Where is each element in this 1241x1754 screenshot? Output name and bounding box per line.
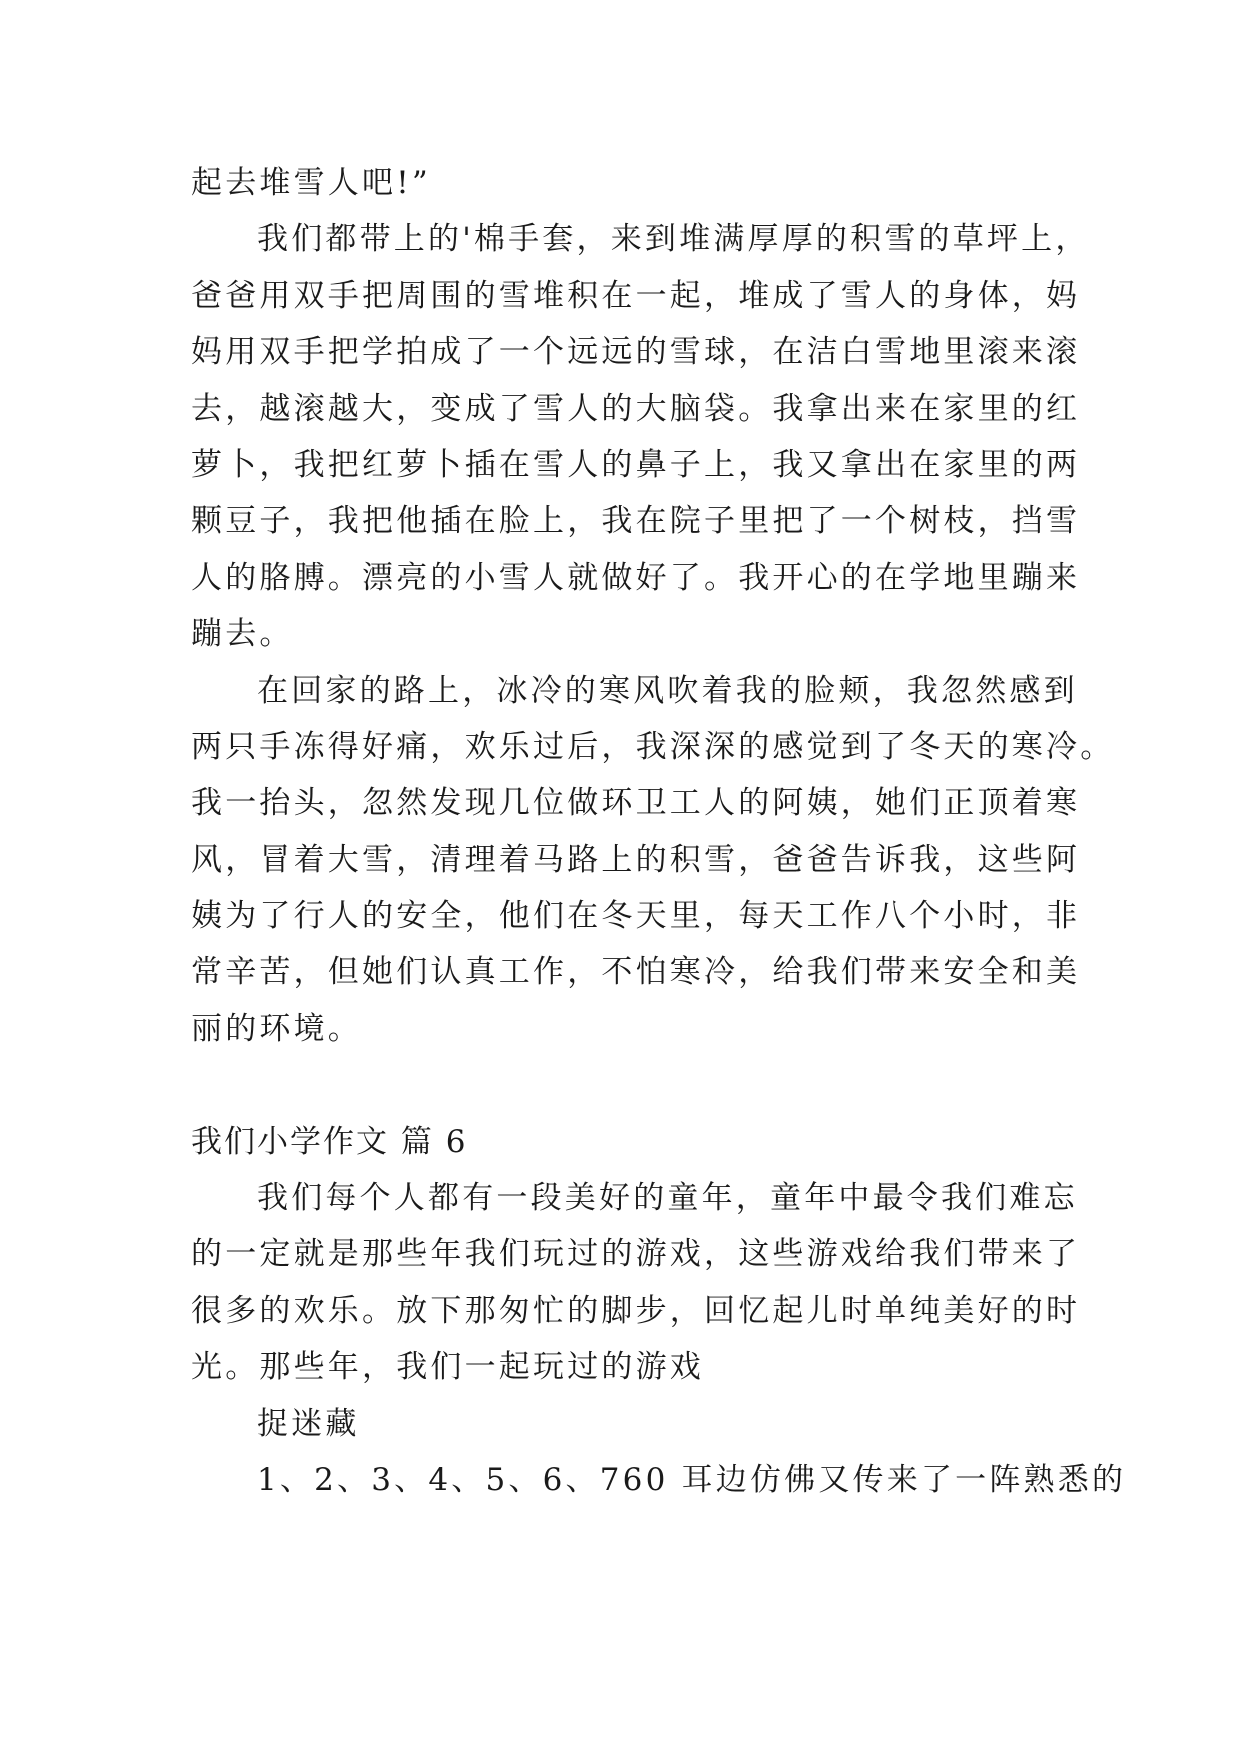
text-line: 去，越滚越大，变成了雪人的大脑袋。我拿出来在家里的红	[191, 390, 1081, 427]
text-line: 妈用双手把学拍成了一个远远的雪球，在洁白雪地里滚来滚	[191, 334, 1081, 371]
text-line: 我一抬头，忽然发现几位做环卫工人的阿姨，她们正顶着寒	[191, 785, 1081, 822]
blank-line	[191, 1057, 1061, 1113]
document-body	[191, 155, 1127, 1508]
paragraph-start-line: 我们都带上的'棉手套，来到堆满厚厚的积雪的草坪上，	[257, 221, 1090, 258]
paragraph-start-line: 1、2、3、4、5、6、760 耳边仿佛又传来了一阵熟悉的	[257, 1461, 1127, 1498]
text-line: 很多的欢乐。放下那匆忙的脚步，回忆起儿时单纯美好的时	[191, 1292, 1081, 1329]
text-line: 常辛苦，但她们认真工作，不怕寒冷，给我们带来安全和美	[191, 954, 1081, 991]
paragraph-start-line: 捉迷藏	[257, 1405, 360, 1442]
text-line: 萝卜，我把红萝卜插在雪人的鼻子上，我又拿出在家里的两	[191, 446, 1081, 483]
text-line: 人的胳膊。漂亮的小雪人就做好了。我开心的在学地里蹦来	[191, 559, 1081, 596]
paragraph-start-line: 在回家的路上，冰冷的寒风吹着我的脸颊，我忽然感到	[257, 672, 1078, 709]
text-line: 丽的环境。	[191, 1010, 362, 1047]
text-line: 风，冒着大雪，清理着马路上的积雪，爸爸告诉我，这些阿	[191, 841, 1081, 878]
text-line: 蹦去。	[191, 616, 294, 653]
text-line: 光。那些年，我们一起玩过的游戏	[191, 1349, 704, 1386]
text-line: 起去堆雪人吧!”	[191, 165, 431, 201]
section-heading: 我们小学作文 篇 6	[191, 1123, 468, 1160]
text-line: 的一定就是那些年我们玩过的游戏，这些游戏给我们带来了	[191, 1236, 1081, 1273]
text-line: 姨为了行人的安全，他们在冬天里，每天工作八个小时，非	[191, 898, 1081, 935]
text-line: 颗豆子，我把他插在脸上，我在院子里把了一个树枝，挡雪	[191, 503, 1081, 540]
text-line: 两只手冻得好痛，欢乐过后，我深深的感觉到了冬天的寒冷。	[191, 728, 1115, 765]
text-line: 爸爸用双手把周围的雪堆积在一起，堆成了雪人的身体，妈	[191, 277, 1081, 314]
paragraph-start-line: 我们每个人都有一段美好的童年，童年中最令我们难忘	[257, 1180, 1078, 1217]
